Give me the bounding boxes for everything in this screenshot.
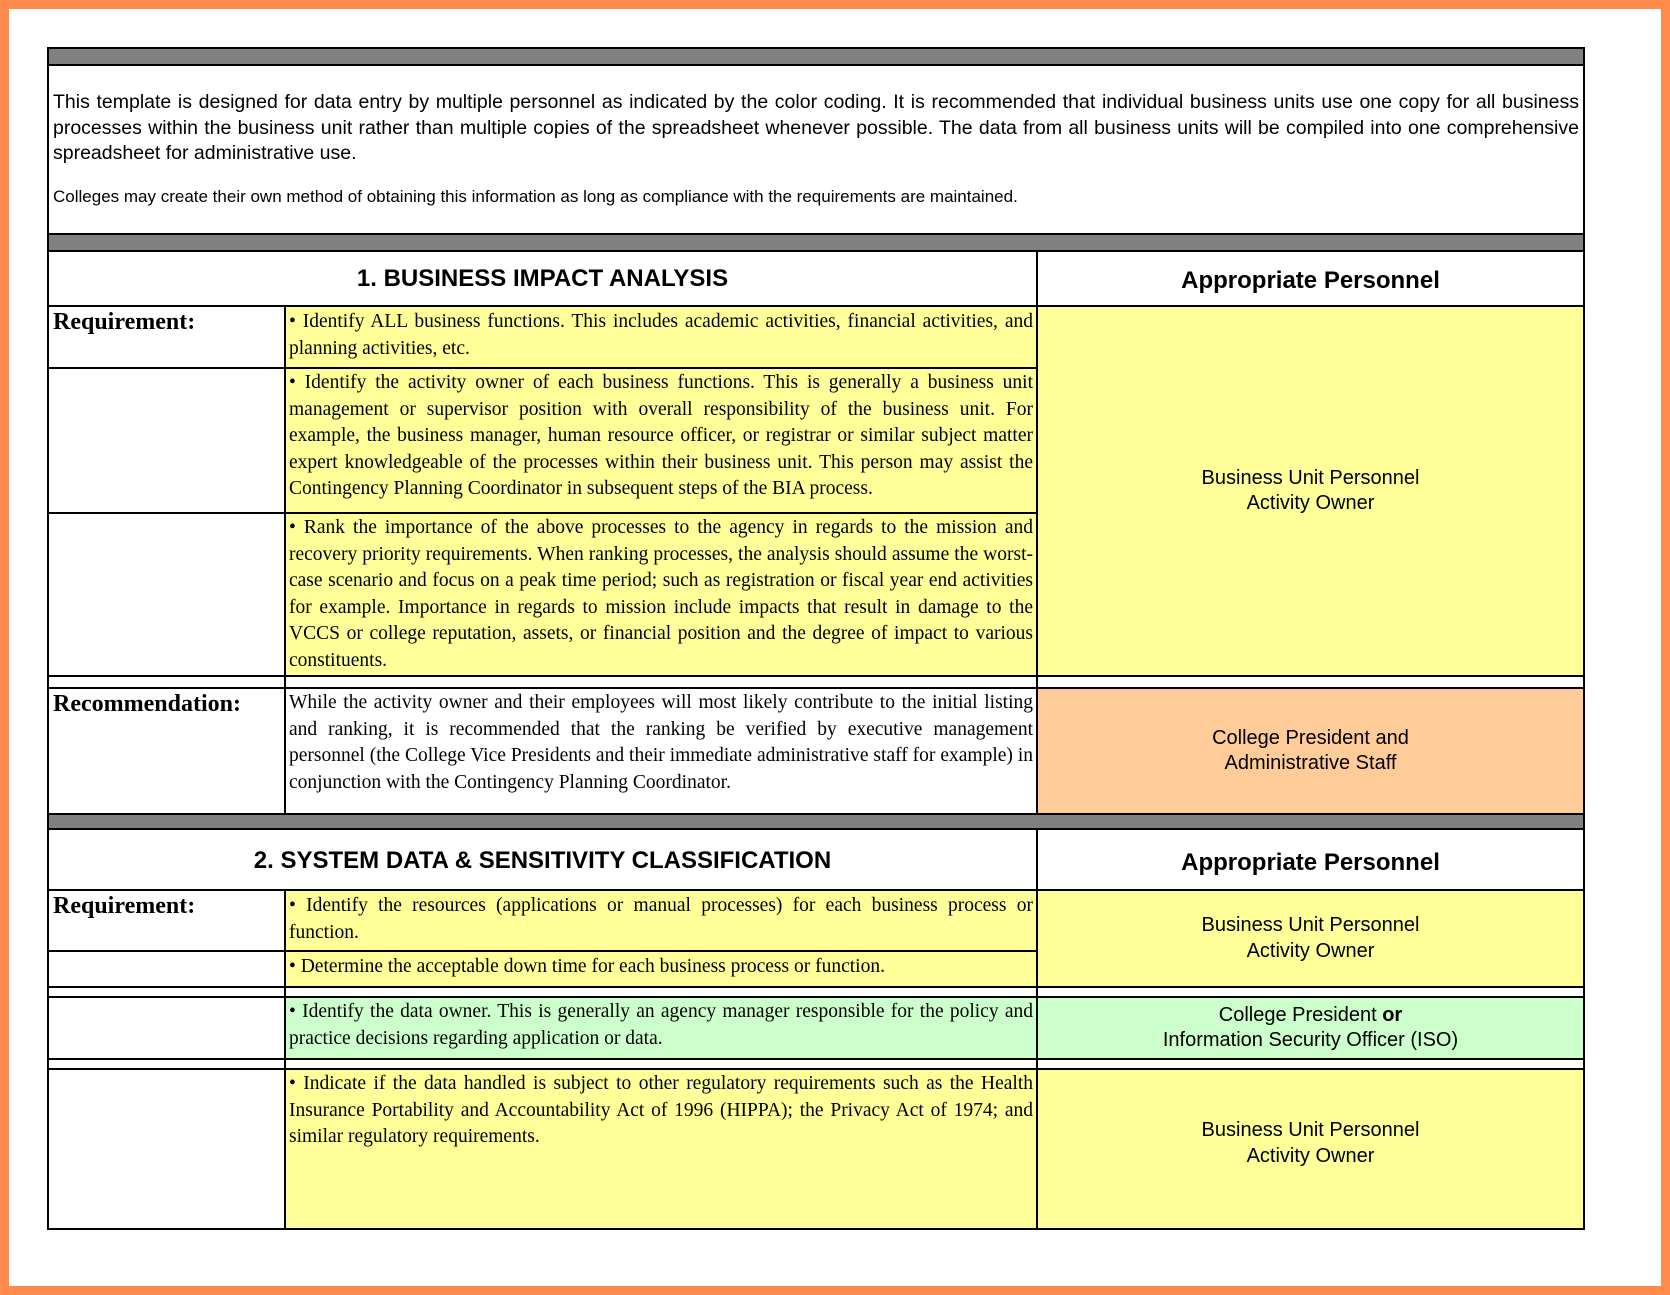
personnel-line: Activity Owner: [1246, 939, 1375, 962]
personnel-line: Business Unit Personnel: [1201, 466, 1420, 489]
personnel-line: Business Unit Personnel: [1201, 1119, 1420, 1141]
section2-req-4: • Indicate if the data handled is subject to other regulatory requirements such as the Health Insurance Portability and Accountability Act of 1996 (HIPPA); the Privacy Act of 1974; and similar regulatory requirements.: [289, 1073, 1033, 1147]
section1-personnel-recommendation: [1038, 689, 1583, 813]
personnel-text: College President: [1218, 1003, 1383, 1026]
personnel-line: College President and: [1212, 726, 1409, 749]
section2-req-3: • Identify the data owner. This is generally an agency manager responsible for the policy and practice decisions regarding application or data.: [289, 1001, 1033, 1049]
section1-requirement-label: Requirement:: [53, 309, 196, 335]
personnel-line: [1219, 1003, 1402, 1029]
section2-personnel-c: [1038, 1118, 1583, 1178]
section2-req-2: • Determine the acceptable down time for each business process or function.: [289, 956, 885, 977]
section1-personnel-header: Appropriate Personnel: [1181, 267, 1440, 294]
personnel-line: Information Security Officer (ISO): [1162, 1029, 1459, 1051]
section1-recommendation: While the activity owner and their employees will most likely contribute to the initial listing and ranking, it is recommended that the ranking be verified by executive management personnel (the College Vice Presidents and their immediate administrative staff for example) in conjunction with the Contingency Planning Coordinator.: [289, 692, 1033, 793]
section1-req-3: • Rank the importance of the above processes to the agency in regards to the mission and recovery priority requirements. When ranking processes, the analysis should assume the worst-case scenario and focus on a peak time period; such as registration or fiscal year end activities for example. Importance in regards to mission include impacts that result in damage to the VCCS or college reputation, assets, or financial position and the degree of impact to various constituents.: [289, 517, 1033, 671]
personnel-line: Activity Owner: [1246, 1144, 1375, 1167]
personnel-line: Administrative Staff: [1224, 752, 1397, 774]
spreadsheet: [47, 47, 1585, 1230]
section1-title: 1. BUSINESS IMPACT ANALYSIS: [356, 265, 729, 292]
section1-req-1: • Identify ALL business functions. This includes academic activities, financial activities, and planning activities, etc.: [289, 311, 1033, 359]
section1-band: [49, 233, 1583, 252]
section2-title: 2. SYSTEM DATA & SENSITIVITY CLASSIFICATION: [253, 847, 832, 874]
section2-req-1: • Identify the resources (applications or manual processes) for each business process or function.: [289, 895, 1033, 943]
personnel-or: or: [1382, 1003, 1403, 1026]
section2-personnel-b: [1038, 998, 1583, 1058]
section2-band: [49, 813, 1583, 830]
personnel-line: Activity Owner: [1246, 492, 1375, 514]
section1-personnel-requirement: [1038, 307, 1583, 675]
intro-paragraph: This template is designed for data entry by multiple personnel as indicated by the color coding. It is recommended that individual business units use one copy for all business processes within the business unit rather than multiple copies of the spreadsheet whenever possible. The data from all business units will be compiled into one comprehensive spreadsheet for administrative use.: [53, 91, 1579, 165]
section2-requirement-label: Requirement:: [53, 893, 196, 919]
section2-personnel-a: [1038, 891, 1583, 986]
section1-req-2: • Identify the activity owner of each business functions. This is generally a business unit management or supervisor position with overall responsibility of the business unit. For example, the business manager, human resource officer, or registrar or similar subject matter expert knowledgeable of the processes within their business unit. This person may assist the Contingency Planning Coordinator in subsequent steps of the BIA process.: [289, 372, 1033, 499]
section2-personnel-header: Appropriate Personnel: [1181, 849, 1440, 876]
header-band: [49, 49, 1583, 66]
personnel-line: Business Unit Personnel: [1201, 914, 1420, 936]
section1-recommendation-label: Recommendation:: [53, 691, 241, 717]
intro-note: Colleges may create their own method of obtaining this information as long as compliance with the requirements are maintained.: [53, 187, 1018, 206]
